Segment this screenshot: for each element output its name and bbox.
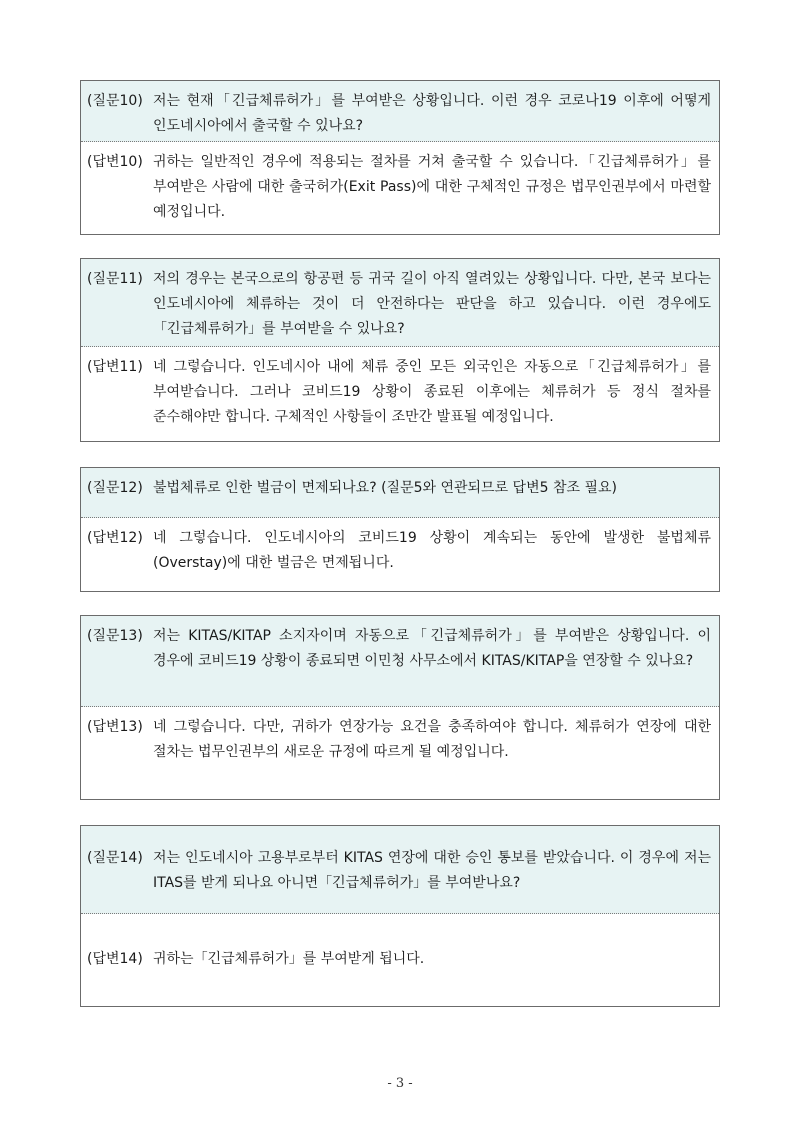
question-box [81,468,719,518]
answer-text: 귀하는 일반적인 경우에 적용되는 절차를 거쳐 출국할 수 있습니다.「긴급체류허가」를 부여받은 사람에 대한 출국허가(Exit Pass)에 대한 구체적인 규정은 법무인권부에서 마련할 예정입니다. [153,154,711,220]
qa-block-13 [80,615,720,800]
page-number: - 3 - [387,1076,413,1091]
question-text: 저는 인도네시아 고용부로부터 KITAS 연장에 대한 승인 통보를 받았습니다. 이 경우에 저는 ITAS를 받게 되나요 아니면「긴급체류허가」를 부여받나요? [153,850,711,891]
qa-block-10 [80,80,720,235]
answer-text: 네 그렇습니다. 다만, 귀하가 연장가능 요건을 충족하여야 합니다. 체류허가 연장에 대한 절차는 법무인권부의 새로운 규정에 따르게 될 예정입니다. [153,719,711,760]
answer-box [81,142,719,234]
question-text: 저는 KITAS/KITAP 소지자이며 자동으로「긴급체류허가」를 부여받은 상황입니다. 이 경우에 코비드19 상황이 종료되면 이민청 사무소에서 KITAS/KITAP을 연장할 수 있나요? [153,628,711,669]
answer-label: (답변10) [87,154,143,170]
question-box [81,259,719,347]
answer-box [81,347,719,441]
question-text: 불법체류로 인한 벌금이 면제되나요? (질문5와 연관되므로 답변5 참조 필요) [153,480,617,496]
question-box [81,616,719,707]
answer-box [81,914,719,1006]
qa-block-11 [80,258,720,442]
question-box [81,826,719,914]
qa-block-12 [80,467,720,592]
qa-block-14 [80,825,720,1007]
question-box [81,81,719,142]
question-label: (질문12) [87,480,143,496]
answer-text: 네 그렇습니다. 인도네시아의 코비드19 상황이 계속되는 동안에 발생한 불법체류(Overstay)에 대한 벌금은 면제됩니다. [153,530,711,571]
question-label: (질문11) [87,271,143,287]
question-label: (질문10) [87,93,143,109]
question-label: (질문14) [87,850,143,866]
answer-label: (답변14) [87,951,143,967]
answer-label: (답변12) [87,530,143,546]
answer-text: 귀하는「긴급체류허가」를 부여받게 됩니다. [153,951,425,967]
question-label: (질문13) [87,628,143,644]
answer-box [81,707,719,799]
answer-text: 네 그렇습니다. 인도네시아 내에 체류 중인 모든 외국인은 자동으로「긴급체류허가」를 부여받습니다. 그러나 코비드19 상황이 종료된 이후에는 체류허가 등 정식 절차를 준수해야만 합니다. 구체적인 사항들이 조만간 발표될 예정입니다. [153,359,711,425]
answer-label: (답변13) [87,719,143,735]
question-text: 저는 현재「긴급체류허가」를 부여받은 상황입니다. 이런 경우 코로나19 이후에 어떻게 인도네시아에서 출국할 수 있나요? [153,93,711,134]
question-text: 저의 경우는 본국으로의 항공편 등 귀국 길이 아직 열려있는 상황입니다. 다만, 본국 보다는 인도네시아에 체류하는 것이 더 안전하다는 판단을 하고 있습니다. 이런 경우에도「긴급체류허가」를 부여받을 수 있나요? [153,271,711,337]
answer-label: (답변11) [87,359,143,375]
answer-box [81,518,719,591]
